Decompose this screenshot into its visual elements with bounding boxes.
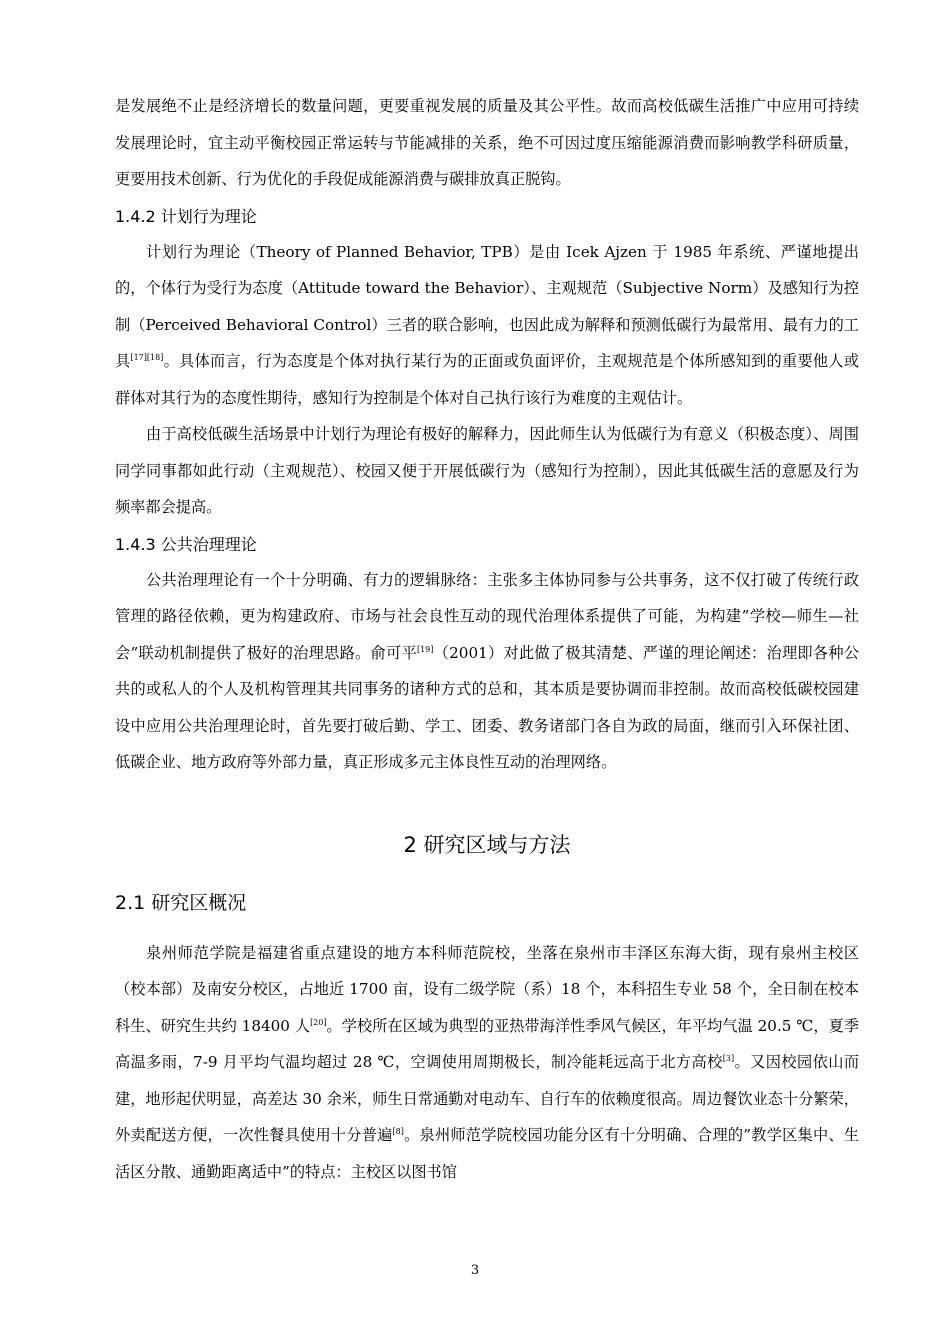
page-number: 3 [470,1263,480,1278]
paragraph-text: 。又因校园依山而建，地形起伏明显，高差达 30 余米，师生日常通勤对电动车、自行车的依赖度很高。周边餐饮业态十分繁荣，外卖配送方便，一次性餐具使用十分普遍 [115,1053,860,1144]
paragraph-text: 计划行为理论（Theory of Planned Behavior, TPB）是由 Icek Ajzen 于 1985 年系统、严谨地提出的，个体行为受行为态度（Attitude toward the Behavior）、主观规范（Subjective Norm）及感知行为控制（Perceived Behavioral Control）三者的联合影响，也因此成为解释和预测低碳行为最常用、最有力的工具 [115,242,859,370]
citation-19: [19] [416,644,434,654]
section-heading-1-4-3: 1.4.3 公共治理理论 [115,534,257,554]
citation-20: [20] [310,1017,327,1027]
paragraph-tpb-application [115,416,859,526]
page-content [115,88,859,1190]
section-heading-2-1: 2.1 研究区概况 [115,891,247,914]
paragraph-text: 公共治理理论有一个十分明确、有力的逻辑脉络：主张多主体协同参与公共事务，这不仅打破了传统行政管理的路径依赖，更为构建政府、市场与社会良性互动的现代治理体系提供了可能，为构建”学校—师生—社会”联动机制提供了极好的治理思路。俞可平 [115,570,859,662]
chapter-heading-2: 2 研究区域与方法 [403,832,571,857]
paragraph-text: 泉州师范学院是福建省重点建设的地方本科师范院校，坐落在泉州市丰泽区东海大街，现有泉州主校区（校本部）及南安分校区，占地近 1700 亩，设有二级学院（系）18 个，本科招生专业 58 个，全日制在校本科生、研究生共约 18400 人 [115,943,859,1035]
paragraph-governance [115,562,859,781]
paragraph-text: （2001）对此做了极其清楚、严谨的理论阐述：治理即各种公共的或私人的个人及机构管理其共同事务的诸种方式的总和，其本质是要协调而非控制。故而高校低碳校园建设中应用公共治理理论时，首先要打破后勤、学工、团委、教务诸部门各自为政的局面，继而引入环保社团、低碳企业、地方政府等外部力量，真正形成多元主体良性互动的治理网络。 [115,643,860,771]
paragraph-text: 。学校所在区域为典型的亚热带海洋性季风气候区，年平均气温 20.5 ℃，夏季高温多雨，7-9 月平均气温均超过 28 ℃，空调使用周期极长，制冷能耗远高于北方高校 [115,1016,859,1071]
citation-17-18: [17][18] [130,353,164,362]
paragraph-study-area [115,935,859,1191]
paragraph-text: 。泉州师范学院校园功能分区有十分明确、合理的”教学区集中、生活区分散、通勤距离适中”的特点：主校区以图书馆 [115,1126,860,1181]
paragraph-text: 由于高校低碳生活场景中计划行为理论有极好的解释力，因此师生认为低碳行为有意义（积极态度）、周围同学同事都如此行动（主观规范）、校园又便于开展低碳行为（感知行为控制），因此其低碳生活的意愿及行为频率都会提高。 [115,425,859,516]
citation-8: [8] [392,1127,404,1136]
paragraph-continuation [115,88,859,198]
paragraph-tpb-definition [115,234,859,417]
section-heading-1-4-2: 1.4.2 计划行为理论 [115,206,257,226]
citation-3: [3] [722,1054,735,1063]
paragraph-text: 是发展绝不止是经济增长的数量问题，更要重视发展的质量及其公平性。故而高校低碳生活推广中应用可持续发展理论时，宜主动平衡校园正常运转与节能减排的关系，绝不可因过度压缩能源消费而影响教学科研质量，更要用技术创新、行为优化的手段促成能源消费与碳排放真正脱钩。 [115,97,859,188]
paragraph-text: 。具体而言，行为态度是个体对执行某行为的正面或负面评价，主观规范是个体所感知到的重要他人或群体对其行为的态度性期待，感知行为控制是个体对自己执行该行为难度的主观估计。 [115,352,860,407]
